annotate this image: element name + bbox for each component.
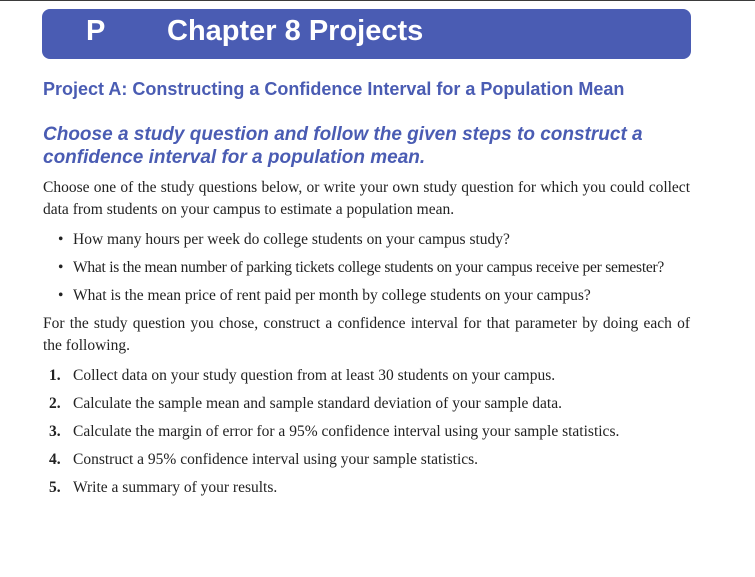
- bullet-marker: •: [58, 259, 64, 276]
- instructions-paragraph: For the study question you chose, construct a confidence interval for that parameter by doing each of the following.: [43, 315, 690, 354]
- step-text: Collect data on your study question from at least 30 students on your campus.: [73, 367, 556, 384]
- list-item: [58, 230, 510, 250]
- step-item: [49, 478, 277, 498]
- project-subheading: Choose a study question and follow the given steps to construct a confidence interval for a population mean.: [43, 124, 643, 168]
- chapter-title: Chapter 8 Projects: [167, 15, 424, 47]
- step-number: 4.: [49, 451, 61, 468]
- project-heading: Project A: Constructing a Confidence Interval for a Population Mean: [43, 79, 625, 99]
- list-item-text: What is the mean number of parking tickets college students on your campus receive per semester?: [73, 259, 665, 276]
- step-number: 3.: [49, 423, 61, 440]
- intro-paragraph: Choose one of the study questions below, or write your own study question for which you could collect data from students on your campus to estimate a population mean.: [43, 179, 690, 218]
- step-text: Calculate the margin of error for a 95% confidence interval using your sample statistics.: [73, 423, 620, 440]
- step-item: [49, 366, 555, 386]
- list-item-text: What is the mean price of rent paid per month by college students on your campus?: [73, 287, 591, 304]
- step-text: Write a summary of your results.: [73, 479, 278, 496]
- step-text: Construct a 95% confidence interval using your sample statistics.: [73, 451, 479, 468]
- step-item: [49, 450, 478, 470]
- step-number: 1.: [49, 367, 61, 384]
- list-item: [58, 286, 591, 306]
- projects-badge-letter: P: [86, 15, 106, 47]
- list-item-text: How many hours per week do college students on your campus study?: [73, 231, 510, 248]
- step-number: 5.: [49, 479, 61, 496]
- step-item: [49, 422, 619, 442]
- step-text: Calculate the sample mean and sample standard deviation of your sample data.: [73, 395, 562, 412]
- step-item: [49, 394, 562, 414]
- top-divider: [0, 0, 755, 1]
- bullet-marker: •: [58, 231, 64, 248]
- step-number: 2.: [49, 395, 61, 412]
- bullet-marker: •: [58, 287, 64, 304]
- list-item: [58, 258, 664, 278]
